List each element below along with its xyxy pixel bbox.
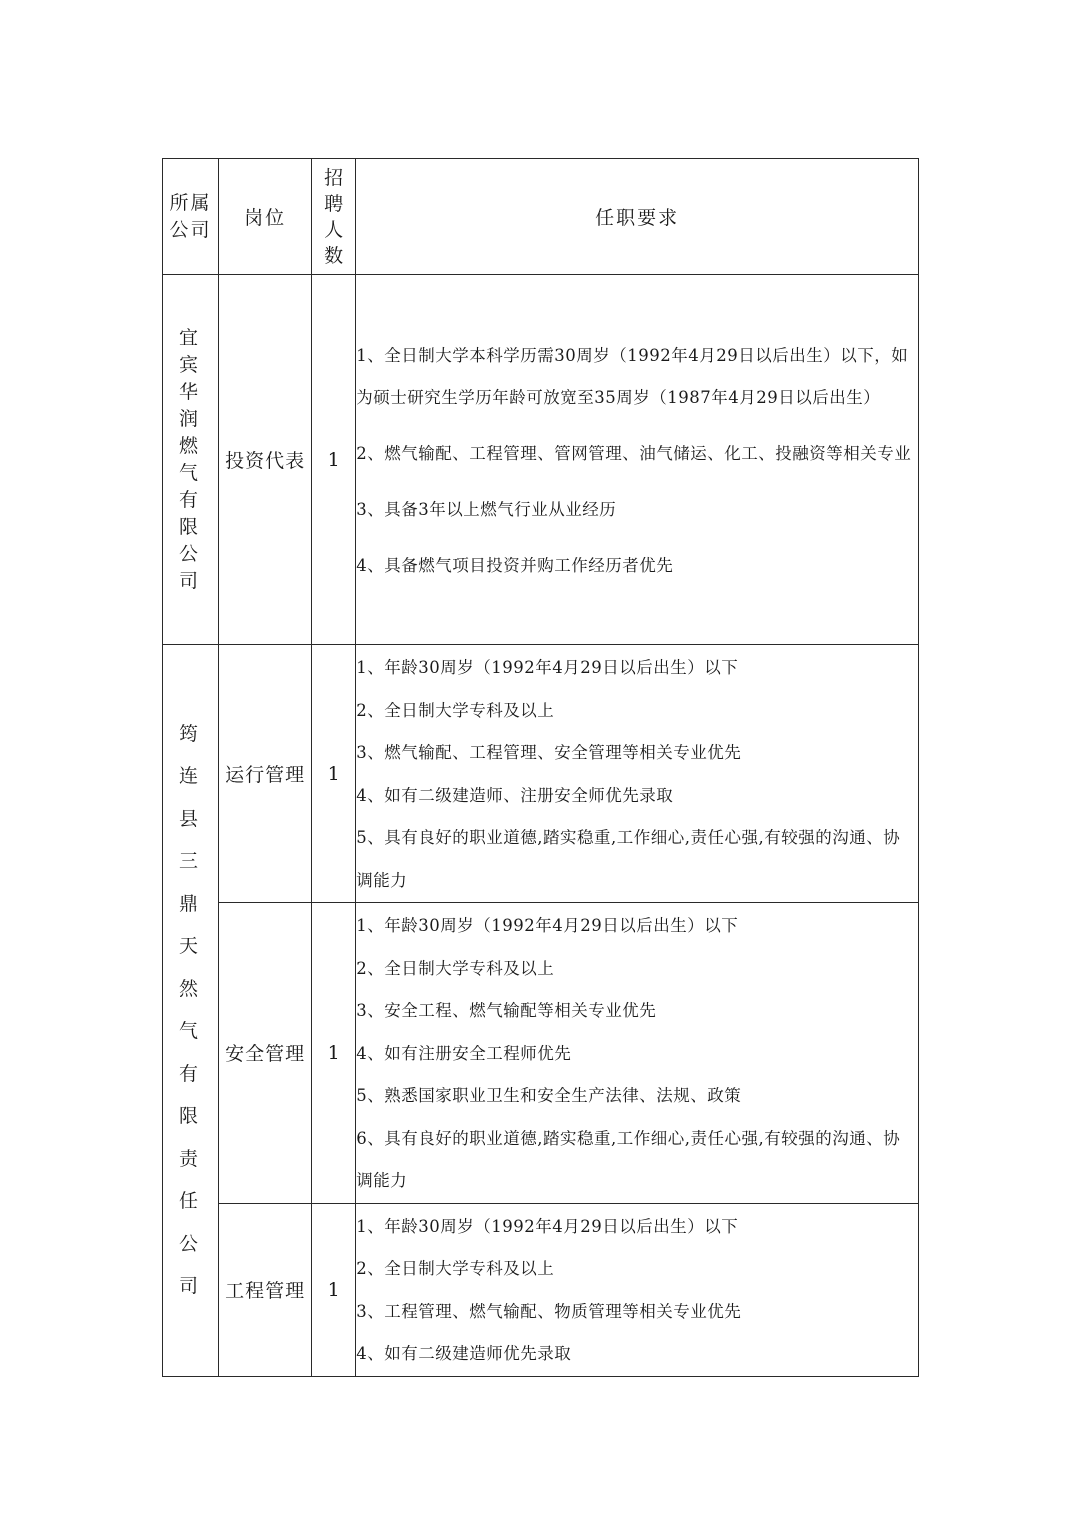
company-name: 筠连县三鼎天然气有限责任公司 — [179, 722, 203, 1298]
requirement-item: 3、安全工程、燃气输配等相关专业优先 — [356, 1001, 657, 1020]
requirement-item: 5、熟悉国家职业卫生和安全生产法律、法规、政策 — [356, 1086, 742, 1105]
requirements-list — [356, 645, 918, 902]
requirements-list — [356, 903, 918, 1203]
requirement-item: 1、年龄30周岁（1992年4月29日以后出生）以下 — [356, 1216, 739, 1236]
hire-count: 1 — [312, 1203, 356, 1376]
requirement-item: 6、具有良好的职业道德,踏实稳重,工作细心,责任心强,有较强的沟通、协调能力 — [356, 1128, 901, 1190]
requirements-cell — [356, 1203, 919, 1376]
requirement-item: 4、如有注册安全工程师优先 — [356, 1043, 572, 1063]
requirement-item: 2、全日制大学专科及以上 — [356, 1259, 555, 1278]
position-title: 工程管理 — [219, 1203, 312, 1376]
hire-count: 1 — [312, 275, 356, 645]
table-row — [163, 275, 919, 645]
position-title: 投资代表 — [219, 275, 312, 645]
company-cell — [163, 645, 219, 1377]
position-title: 运行管理 — [219, 645, 312, 903]
table-row — [163, 903, 919, 1204]
position-title: 安全管理 — [219, 903, 312, 1204]
requirement-item: 4、如有二级建造师、注册安全师优先录取 — [356, 785, 674, 805]
requirement-item: 2、全日制大学专科及以上 — [356, 958, 555, 978]
table-row — [163, 645, 919, 903]
requirement-item: 3、工程管理、燃气输配、物质管理等相关专业优先 — [356, 1301, 742, 1321]
company-name: 宜宾华润燃气有限公司 — [179, 326, 203, 592]
header-row — [163, 159, 919, 275]
requirement-item: 3、燃气输配、工程管理、安全管理等相关专业优先 — [356, 743, 742, 762]
header-requirements: 任职要求 — [356, 159, 919, 275]
requirement-item: 5、具有良好的职业道德,踏实稳重,工作细心,责任心强,有较强的沟通、协调能力 — [356, 828, 901, 890]
requirements-list — [356, 1204, 918, 1376]
requirement-item: 1、年龄30周岁（1992年4月29日以后出生）以下 — [356, 916, 739, 935]
recruitment-table — [162, 158, 919, 1377]
requirement-item: 2、燃气输配、工程管理、管网管理、油气储运、化工、投融资等相关专业 — [356, 444, 912, 463]
header-position: 岗位 — [219, 159, 312, 275]
header-company-cell — [163, 159, 219, 275]
requirements-cell — [356, 903, 919, 1204]
header-company: 所属公司 — [169, 191, 212, 241]
header-count: 招聘人数 — [324, 166, 344, 267]
header-count-cell — [312, 159, 356, 275]
requirement-item: 4、如有二级建造师优先录取 — [356, 1344, 572, 1363]
hire-count: 1 — [312, 903, 356, 1204]
company-cell — [163, 275, 219, 645]
requirement-item: 3、具备3年以上燃气行业从业经历 — [356, 500, 617, 519]
table-row — [163, 1203, 919, 1376]
requirement-item: 2、全日制大学专科及以上 — [356, 700, 555, 720]
requirement-item: 1、全日制大学本科学历需30周岁（1992年4月29日以后出生）以下，如为硕士研究生学历年龄可放宽至35周岁（1987年4月29日以后出生） — [356, 346, 909, 407]
requirements-cell — [356, 645, 919, 903]
requirement-item: 1、年龄30周岁（1992年4月29日以后出生）以下 — [356, 658, 739, 677]
requirement-item: 4、具备燃气项目投资并购工作经历者优先 — [356, 556, 674, 575]
hire-count: 1 — [312, 645, 356, 903]
requirements-cell — [356, 275, 919, 645]
requirements-list — [356, 318, 918, 601]
